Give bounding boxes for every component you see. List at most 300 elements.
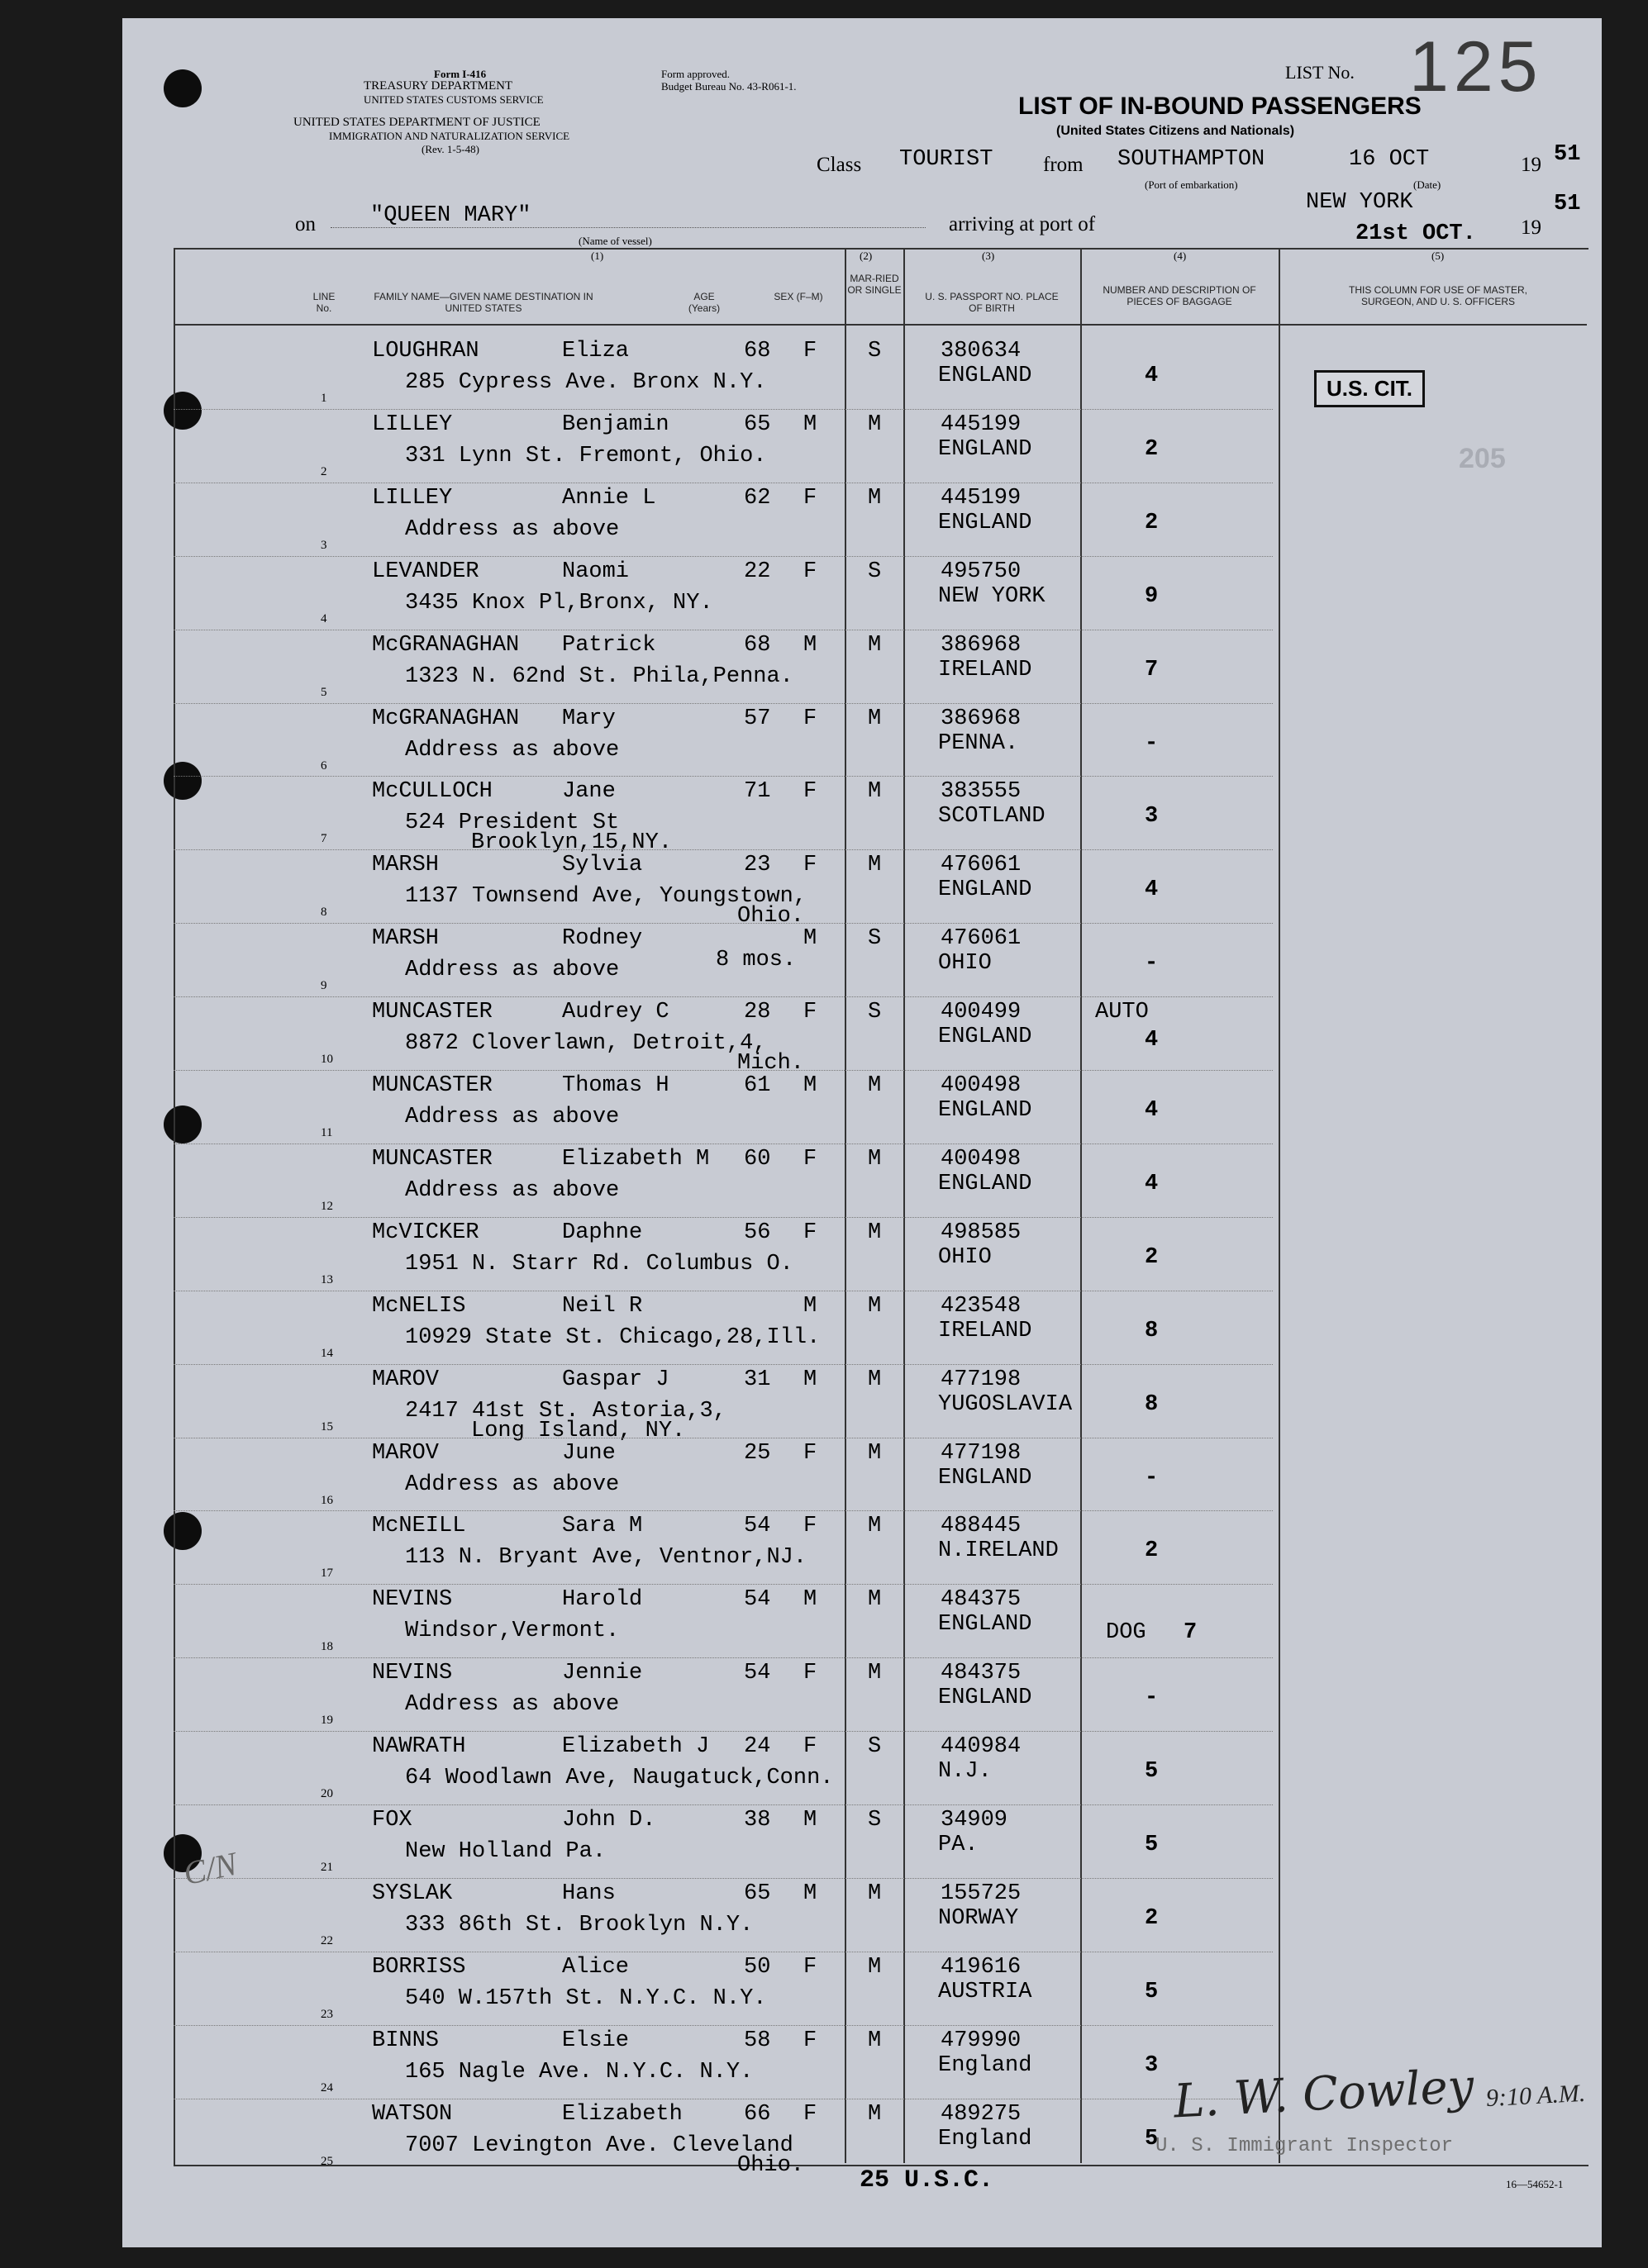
family-name: MUNCASTER — [372, 1146, 493, 1172]
line-number: 7 — [321, 832, 327, 846]
sex: M — [803, 632, 817, 658]
given-name: Sara M — [562, 1514, 643, 1539]
place-of-birth: N.IRELAND — [938, 1538, 1059, 1564]
place-of-birth: ENGLAND — [938, 1612, 1032, 1638]
class-label: Class — [817, 154, 862, 176]
budget-bureau: Budget Bureau No. 43-R061-1. — [661, 80, 797, 93]
passport-number: 477198 — [941, 1440, 1022, 1466]
given-name: Audrey C — [562, 1000, 669, 1025]
col3-number: (3) — [982, 250, 995, 262]
line-number: 2 — [321, 464, 327, 478]
place-of-birth: PENNA. — [938, 730, 1019, 756]
place-of-birth: ENGLAND — [938, 877, 1032, 903]
given-name: Jane — [562, 779, 616, 805]
baggage-note: AUTO — [1095, 1000, 1149, 1025]
baggage-count: 4 — [1145, 1098, 1159, 1123]
row-divider — [174, 1731, 1273, 1732]
ins-service: IMMIGRATION AND NATURALIZATION SERVICE — [329, 130, 570, 142]
arrival-year-prefix: 19 — [1521, 216, 1541, 239]
family-name: SYSLAK — [372, 1880, 453, 1906]
inspector-signature: L. W. Cowley — [1172, 2059, 1475, 2129]
age: 56 — [744, 1220, 771, 1245]
age: 68 — [744, 632, 771, 658]
passport-number: 489275 — [941, 2101, 1022, 2127]
marital-status: M — [868, 779, 882, 805]
row-divider — [174, 1070, 1273, 1071]
passport-number: 484375 — [941, 1661, 1022, 1686]
sex: M — [803, 926, 817, 952]
age: 60 — [744, 1146, 771, 1172]
destination-address: 285 Cypress Ave. Bronx N.Y. — [405, 370, 767, 395]
age: 24 — [744, 1734, 771, 1760]
col-header-officers: THIS COLUMN FOR USE OF MASTER, SURGEON, AND U. S. OFFICERS — [1348, 284, 1527, 307]
page-title: LIST OF IN-BOUND PASSENGERS — [1018, 93, 1422, 120]
age: 62 — [744, 485, 771, 511]
given-name: Mary — [562, 706, 616, 731]
margin-note: C/N — [180, 1844, 241, 1893]
marital-status: M — [868, 1440, 882, 1466]
print-code: 16—54652-1 — [1506, 2178, 1564, 2190]
given-name: Rodney — [562, 926, 643, 952]
given-name: Patrick — [562, 632, 656, 658]
year-prefix: 19 — [1521, 154, 1541, 176]
form-number: Form I-416 — [434, 68, 487, 80]
marital-status: M — [868, 2101, 882, 2127]
destination-address-line2: Brooklyn,15,NY. — [471, 830, 673, 856]
destination-address: 524 President St — [405, 811, 620, 836]
line-number: 23 — [321, 2007, 333, 2021]
line-number: 8 — [321, 906, 327, 920]
baggage-count: 8 — [1145, 1391, 1159, 1417]
place-of-birth: OHIO — [938, 951, 992, 977]
age: 54 — [744, 1661, 771, 1686]
line-number: 6 — [321, 758, 327, 773]
line-number: 12 — [321, 1199, 333, 1213]
destination-address: Address as above — [405, 1472, 620, 1497]
row-divider — [174, 1364, 1273, 1365]
row-divider — [174, 849, 1273, 850]
family-name: MARSH — [372, 926, 440, 952]
baggage-count: 2 — [1145, 510, 1159, 535]
marital-status: M — [868, 1220, 882, 1245]
row-divider — [174, 1584, 1273, 1585]
destination-address-line2: Ohio. — [737, 904, 805, 930]
family-name: NAWRATH — [372, 1734, 466, 1760]
sex: F — [803, 779, 817, 805]
col2-number: (2) — [860, 250, 873, 262]
sex: F — [803, 485, 817, 511]
age: 38 — [744, 1808, 771, 1833]
col-header-name: FAMILY NAME—GIVEN NAME DESTINATION IN UNITED STATES — [374, 291, 593, 314]
destination-address: 2417 41st St. Astoria,3, — [405, 1398, 726, 1424]
arrival-date: 21st OCT. — [1355, 221, 1476, 246]
marital-status: M — [868, 1661, 882, 1686]
destination-address: 1137 Townsend Ave, Youngstown, — [405, 884, 807, 910]
col-header-sex: SEX (F–M) — [774, 291, 823, 302]
baggage-count: - — [1145, 730, 1159, 756]
family-name: LILLEY — [372, 485, 453, 511]
destination-address: 540 W.157th St. N.Y.C. N.Y. — [405, 1985, 767, 2011]
destination-address: Windsor,Vermont. — [405, 1619, 620, 1644]
baggage-count: 5 — [1145, 1759, 1159, 1785]
family-name: MUNCASTER — [372, 1073, 493, 1098]
line-number: 13 — [321, 1272, 333, 1286]
port-caption: (Port of embarkation) — [1145, 178, 1238, 191]
given-name: John D. — [562, 1808, 656, 1833]
baggage-count: 8 — [1145, 1318, 1159, 1343]
baggage-count: 5 — [1145, 1979, 1159, 2004]
marital-status: M — [868, 706, 882, 731]
line-number: 15 — [321, 1419, 333, 1434]
place-of-birth: NORWAY — [938, 1905, 1019, 1931]
given-name: Benjamin — [562, 411, 669, 437]
sex: F — [803, 1146, 817, 1172]
destination-address-line2: Long Island, NY. — [471, 1418, 686, 1443]
baggage-count: 4 — [1145, 877, 1159, 903]
passport-number: 476061 — [941, 853, 1022, 878]
line-number: 25 — [321, 2154, 333, 2168]
sex: F — [803, 1661, 817, 1686]
family-name: LOUGHRAN — [372, 339, 479, 364]
justice-dept: UNITED STATES DEPARTMENT OF JUSTICE — [293, 116, 541, 129]
passport-number: 477198 — [941, 1367, 1022, 1392]
baggage-count: 2 — [1145, 1905, 1159, 1931]
place-of-birth: ENGLAND — [938, 1098, 1032, 1123]
header-separator — [174, 324, 1587, 326]
destination-address: Address as above — [405, 958, 620, 983]
age: 25 — [744, 1440, 771, 1466]
given-name: June — [562, 1440, 616, 1466]
destination-address: 64 Woodlawn Ave, Naugatuck,Conn. — [405, 1766, 834, 1791]
line-number: 19 — [321, 1714, 333, 1728]
baggage-count: 2 — [1145, 1244, 1159, 1270]
given-name: Elsie — [562, 2028, 630, 2053]
given-name: Alice — [562, 1954, 630, 1980]
row-divider — [174, 923, 1273, 924]
marital-status: S — [868, 559, 882, 584]
line-number: 4 — [321, 611, 327, 625]
family-name: WATSON — [372, 2101, 453, 2127]
footer-code: 25 U.S.C. — [860, 2166, 994, 2194]
marital-status: S — [868, 926, 882, 952]
family-name: McNELIS — [372, 1293, 466, 1319]
passport-number: 479990 — [941, 2028, 1022, 2053]
place-of-birth: SCOTLAND — [938, 804, 1045, 830]
age: 65 — [744, 1880, 771, 1906]
family-name: McVICKER — [372, 1220, 479, 1245]
departure-date: 16 OCT — [1349, 147, 1430, 172]
marital-status: M — [868, 485, 882, 511]
place-of-birth: ENGLAND — [938, 510, 1032, 535]
sex: M — [803, 1880, 817, 1906]
age: 68 — [744, 339, 771, 364]
line-number: 3 — [321, 538, 327, 552]
col1-number: (1) — [591, 250, 604, 262]
destination-address: 10929 State St. Chicago,28,Ill. — [405, 1324, 821, 1350]
marital-status: M — [868, 1587, 882, 1613]
from-label: from — [1043, 154, 1084, 176]
line-number: 21 — [321, 1861, 333, 1874]
place-of-birth: IRELAND — [938, 657, 1032, 682]
col-header-age: AGE (Years) — [688, 291, 721, 314]
col-header-passport: U. S. PASSPORT NO. PLACE OF BIRTH — [925, 291, 1059, 314]
destination-address: 331 Lynn St. Fremont, Ohio. — [405, 443, 767, 468]
line-number: 16 — [321, 1493, 333, 1507]
given-name: Elizabeth M — [562, 1146, 710, 1172]
passport-number: 400498 — [941, 1146, 1022, 1172]
col-header-married: MAR-RIED OR SINGLE — [847, 273, 902, 296]
baggage-count: 4 — [1145, 364, 1159, 388]
family-name: McGRANAGHAN — [372, 632, 520, 658]
age: 28 — [744, 1000, 771, 1025]
sex: M — [803, 1808, 817, 1833]
sex: F — [803, 1440, 817, 1466]
treasury-dept: TREASURY DEPARTMENT — [364, 79, 513, 93]
marital-status: S — [868, 1734, 882, 1760]
family-name: BINNS — [372, 2028, 440, 2053]
arrival-port: NEW YORK — [1306, 190, 1413, 215]
row-divider — [174, 776, 1273, 777]
us-citizen-stamp: U.S. CIT. — [1314, 370, 1425, 407]
customs-service: UNITED STATES CUSTOMS SERVICE — [364, 93, 544, 106]
passport-number: 495750 — [941, 559, 1022, 584]
age: 22 — [744, 559, 771, 584]
line-number: 18 — [321, 1640, 333, 1654]
line-number: 17 — [321, 1567, 333, 1581]
age: 57 — [744, 706, 771, 731]
line-number: 14 — [321, 1346, 333, 1360]
sex: F — [803, 1000, 817, 1025]
row-divider — [174, 409, 1273, 410]
sex: F — [803, 853, 817, 878]
family-name: LILLEY — [372, 411, 453, 437]
place-of-birth: N.J. — [938, 1759, 992, 1785]
destination-address: Address as above — [405, 516, 620, 542]
row-divider — [174, 1657, 1273, 1658]
vessel-caption: (Name of vessel) — [579, 235, 652, 247]
destination-address: Address as above — [405, 1105, 620, 1129]
destination-address-line2: Mich. — [737, 1051, 805, 1077]
destination-address: 3435 Knox Pl,Bronx, NY. — [405, 590, 713, 616]
sex: M — [803, 1073, 817, 1098]
page-subtitle: (United States Citizens and Nationals) — [1056, 124, 1295, 138]
place-of-birth: IRELAND — [938, 1318, 1032, 1343]
marital-status: S — [868, 1000, 882, 1025]
sex: F — [803, 706, 817, 731]
baggage-count: - — [1145, 1686, 1159, 1711]
place-of-birth: ENGLAND — [938, 1686, 1032, 1711]
given-name: Hans — [562, 1880, 616, 1906]
place-of-birth: NEW YORK — [938, 583, 1045, 609]
passport-number: 155725 — [941, 1880, 1022, 1906]
family-name: FOX — [372, 1808, 412, 1833]
col4-number: (4) — [1174, 250, 1187, 262]
line-number: 10 — [321, 1053, 333, 1067]
inspector-caption: U. S. Immigrant Inspector — [1155, 2135, 1454, 2157]
list-number: 125 — [1409, 27, 1543, 107]
baggage-count: 3 — [1145, 804, 1159, 830]
baggage-count: 5 — [1145, 2126, 1159, 2152]
place-of-birth: OHIO — [938, 1244, 992, 1270]
line-number: 22 — [321, 1933, 333, 1947]
destination-address: 7007 Levington Ave. Cleveland — [405, 2132, 793, 2158]
passport-number: 423548 — [941, 1293, 1022, 1319]
punch-hole — [164, 69, 202, 107]
age: 54 — [744, 1587, 771, 1613]
passport-number: 440984 — [941, 1734, 1022, 1760]
family-name: McCULLOCH — [372, 779, 493, 805]
sex: F — [803, 1514, 817, 1539]
sex: F — [803, 1220, 817, 1245]
given-name: Daphne — [562, 1220, 643, 1245]
place-of-birth: ENGLAND — [938, 1025, 1032, 1050]
sex: M — [803, 1587, 817, 1613]
destination-address: 8872 Cloverlawn, Detroit,4, — [405, 1031, 767, 1057]
vessel-name: "QUEEN MARY" — [370, 203, 531, 228]
family-name: NEVINS — [372, 1587, 453, 1613]
marital-status: M — [868, 1146, 882, 1172]
family-name: MUNCASTER — [372, 1000, 493, 1025]
departure-year: 51 — [1554, 142, 1581, 167]
line-number: 24 — [321, 2080, 333, 2094]
col5-number: (5) — [1431, 250, 1445, 262]
row-divider — [174, 1878, 1273, 1879]
column-divider — [1080, 248, 1082, 2163]
sex: F — [803, 339, 817, 364]
marital-status: M — [868, 1293, 882, 1319]
passport-number: 476061 — [941, 926, 1022, 952]
marital-status: M — [868, 1367, 882, 1392]
passport-number: 380634 — [941, 339, 1022, 364]
marital-status: M — [868, 1880, 882, 1906]
age: 8 mos. — [716, 948, 797, 973]
family-name: BORRISS — [372, 1954, 466, 1980]
age: 66 — [744, 2101, 771, 2127]
family-name: MAROV — [372, 1440, 440, 1466]
place-of-birth: YUGOSLAVIA — [938, 1391, 1073, 1417]
line-number: 11 — [321, 1126, 333, 1139]
arriving-label: arriving at port of — [949, 213, 1096, 235]
marital-status: M — [868, 411, 882, 437]
col-header-baggage: NUMBER AND DESCRIPTION OF PIECES OF BAGGAGE — [1103, 284, 1256, 307]
passport-number: 498585 — [941, 1220, 1022, 1245]
place-of-birth: ENGLAND — [938, 364, 1032, 388]
sex: F — [803, 559, 817, 584]
given-name: Annie L — [562, 485, 656, 511]
row-divider — [174, 703, 1273, 704]
given-name: Elizabeth J — [562, 1734, 710, 1760]
marital-status: M — [868, 1954, 882, 1980]
sex: F — [803, 1954, 817, 1980]
sex: M — [803, 1293, 817, 1319]
given-name: Harold — [562, 1587, 643, 1613]
destination-address: Address as above — [405, 1177, 620, 1203]
age: 50 — [744, 1954, 771, 1980]
age: 61 — [744, 1073, 771, 1098]
vessel-underline — [331, 227, 926, 228]
destination-address: Address as above — [405, 1692, 620, 1718]
marital-status: M — [868, 1514, 882, 1539]
line-number: 20 — [321, 1787, 333, 1801]
destination-address: 1951 N. Starr Rd. Columbus O. — [405, 1251, 793, 1277]
age: 23 — [744, 853, 771, 878]
passport-number: 445199 — [941, 411, 1022, 437]
destination-address: 113 N. Bryant Ave, Ventnor,NJ. — [405, 1545, 807, 1571]
place-of-birth: AUSTRIA — [938, 1979, 1032, 2004]
destination-address-line2: Ohio. — [737, 2152, 805, 2178]
column-divider — [845, 248, 846, 2163]
given-name: Neil R — [562, 1293, 643, 1319]
family-name: NEVINS — [372, 1661, 453, 1686]
given-name: Naomi — [562, 559, 630, 584]
passport-number: 34909 — [941, 1808, 1008, 1833]
age: 54 — [744, 1514, 771, 1539]
passport-number: 445199 — [941, 485, 1022, 511]
place-of-birth: ENGLAND — [938, 1465, 1032, 1491]
baggage-count: 7 — [1184, 1620, 1198, 1646]
family-name: MARSH — [372, 853, 440, 878]
line-number: 9 — [321, 979, 327, 993]
signature-time: 9:10 A.M. — [1485, 2079, 1587, 2113]
place-of-birth: PA. — [938, 1833, 979, 1857]
passport-number: 383555 — [941, 779, 1022, 805]
destination-address: 1323 N. 62nd St. Phila,Penna. — [405, 663, 793, 689]
baggage-count: 2 — [1145, 436, 1159, 462]
sex: M — [803, 411, 817, 437]
passport-number: 400498 — [941, 1073, 1022, 1098]
arrival-year: 51 — [1554, 192, 1581, 216]
row-divider — [174, 2025, 1273, 2026]
destination-address: 333 86th St. Brooklyn N.Y. — [405, 1912, 754, 1938]
age: 58 — [744, 2028, 771, 2053]
column-divider — [1279, 248, 1280, 2163]
row-divider — [174, 1804, 1273, 1805]
sex: M — [803, 1367, 817, 1392]
revision: (Rev. 1-5-48) — [422, 143, 479, 155]
destination-address: 165 Nagle Ave. N.Y.C. N.Y. — [405, 2059, 754, 2085]
baggage-note: DOG — [1106, 1620, 1146, 1646]
marital-status: M — [868, 2028, 882, 2053]
destination-address: New Holland Pa. — [405, 1839, 607, 1864]
passport-number: 400499 — [941, 1000, 1022, 1025]
date-caption: (Date) — [1413, 178, 1441, 191]
passport-number: 488445 — [941, 1514, 1022, 1539]
faint-stamp: 205 — [1459, 443, 1506, 474]
baggage-count: - — [1145, 951, 1159, 977]
marital-status: M — [868, 632, 882, 658]
baggage-count: 5 — [1145, 1833, 1159, 1857]
class-value: TOURIST — [899, 147, 993, 172]
baggage-count: 4 — [1145, 1028, 1159, 1053]
given-name: Sylvia — [562, 853, 643, 878]
row-divider — [174, 1217, 1273, 1218]
given-name: Thomas H — [562, 1073, 669, 1098]
place-of-birth: England — [938, 2126, 1032, 2152]
on-label: on — [295, 213, 316, 235]
list-number-label: LIST No. — [1285, 62, 1355, 83]
given-name: Jennie — [562, 1661, 643, 1686]
age: 31 — [744, 1367, 771, 1392]
family-name: MAROV — [372, 1367, 440, 1392]
passport-number: 386968 — [941, 706, 1022, 731]
line-number: 5 — [321, 685, 327, 699]
place-of-birth: ENGLAND — [938, 1171, 1032, 1196]
line-number: 1 — [321, 392, 327, 405]
passport-number: 484375 — [941, 1587, 1022, 1613]
marital-status: M — [868, 1073, 882, 1098]
family-name: McGRANAGHAN — [372, 706, 520, 731]
marital-status: S — [868, 339, 882, 364]
